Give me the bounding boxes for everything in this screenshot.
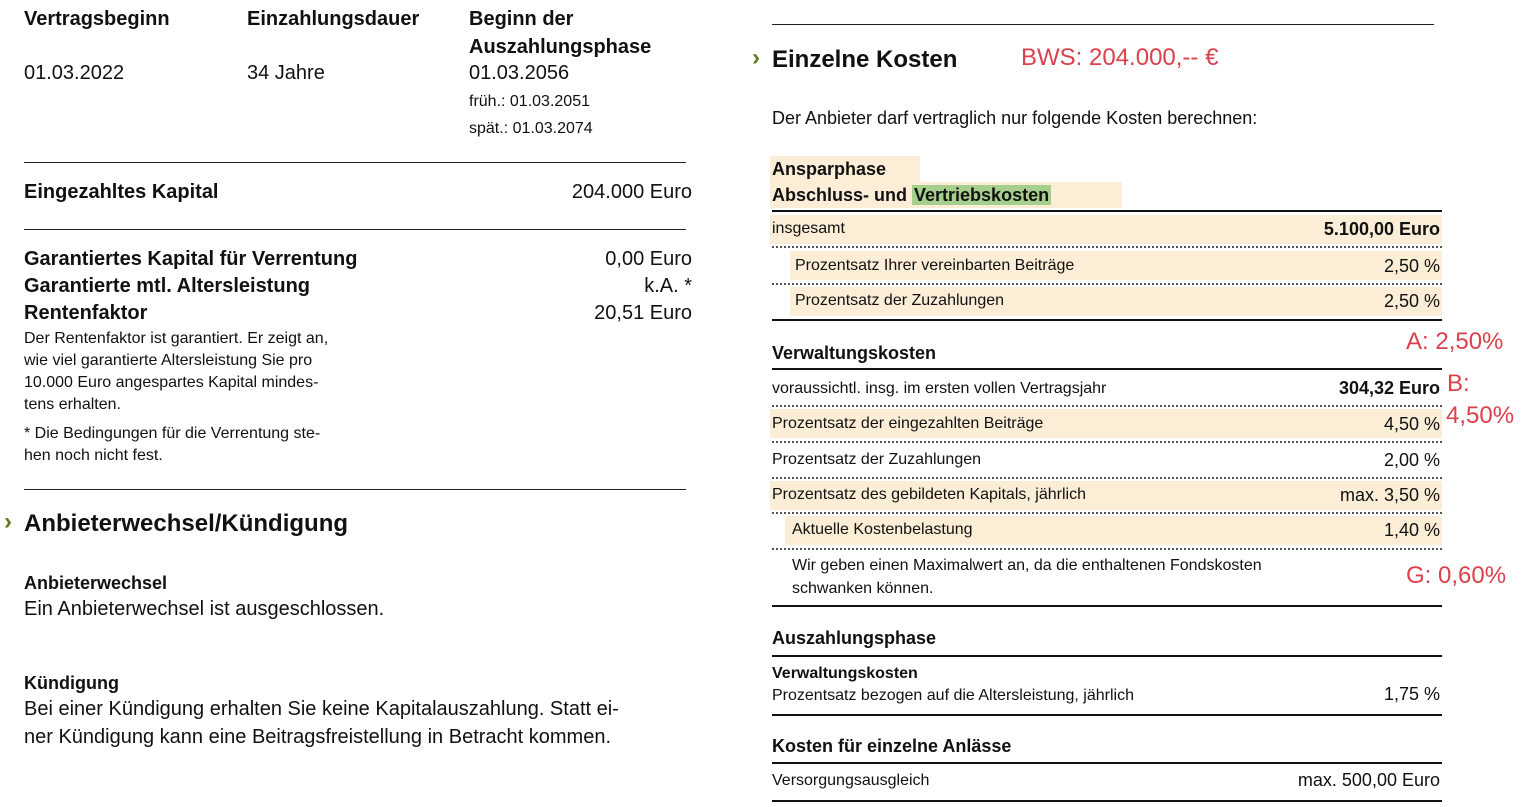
cost-row-value: 304,32 Euro xyxy=(1338,378,1440,398)
annotation-b-label: B: xyxy=(1447,370,1470,397)
annuity-factor-value: 20,51 Euro xyxy=(594,302,692,324)
paid-capital-value: 204.000 Euro xyxy=(571,181,692,203)
guaranteed-capital-value: 0,00 Euro xyxy=(605,248,692,270)
cost-row-value: max. 500,00 Euro xyxy=(1297,770,1440,790)
provider-switch-text: Ein Anbieterwechsel ist ausgeschlossen. xyxy=(24,598,385,620)
cost-row-label: voraussichtl. insg. im ersten vollen Vertragsjahr xyxy=(772,380,1107,397)
section-heading-provider-switch: Anbieterwechsel/Kündigung xyxy=(24,510,349,537)
fund-cost-note-line1: Wir geben einen Maximalwert an, da die enthaltenen Fondskosten xyxy=(792,557,1262,574)
contract-start-label: Vertragsbeginn xyxy=(24,8,170,30)
provider-switch-title: Anbieterwechsel xyxy=(24,573,168,593)
note-line: Der Rentenfaktor ist garantiert. Er zeigt an, xyxy=(24,330,329,347)
divider xyxy=(772,368,1442,370)
payout-start-label-1: Beginn der xyxy=(469,8,574,30)
fund-cost-note-line2: schwanken können. xyxy=(792,580,934,597)
cost-row-value: 2,50 % xyxy=(1383,256,1440,276)
divider xyxy=(772,714,1442,716)
divider xyxy=(24,162,686,163)
note-line: hen noch nicht fest. xyxy=(24,447,163,464)
dotted-divider xyxy=(772,548,1442,550)
divider xyxy=(772,800,1442,802)
payout-start-value: 01.03.2056 xyxy=(469,62,570,84)
cost-row-value: 5.100,00 Euro xyxy=(1323,219,1440,239)
divider xyxy=(772,655,1442,657)
note-line: 10.000 Euro angespartes Kapital mindes- xyxy=(24,374,319,391)
cost-row-value: max. 3,50 % xyxy=(1339,485,1440,505)
divider xyxy=(772,762,1442,764)
dotted-divider xyxy=(772,283,1442,285)
cancellation-text-line1: Bei einer Kündigung erhalten Sie keine Kapitalauszahlung. Statt ei- xyxy=(24,698,619,720)
annotation-b-value: 4,50% xyxy=(1446,402,1515,429)
payout-late-date: spät.: 01.03.2074 xyxy=(469,120,593,137)
cost-row-value: 1,40 % xyxy=(1383,520,1440,540)
payout-start-label-2: Auszahlungsphase xyxy=(469,36,652,58)
cost-row-value: 2,50 % xyxy=(1383,291,1440,311)
dotted-divider xyxy=(772,441,1442,443)
cost-row-label: Prozentsatz Ihrer vereinbarten Beiträge xyxy=(795,257,1075,274)
annuity-factor-label: Rentenfaktor xyxy=(24,302,148,324)
cost-row-value: 2,00 % xyxy=(1383,450,1440,470)
cost-row-label: insgesamt xyxy=(772,220,845,237)
section-heading-costs: Einzelne Kosten xyxy=(772,46,958,73)
cost-row-label: Prozentsatz der Zuzahlungen xyxy=(795,292,1005,309)
paid-capital-label: Eingezahltes Kapital xyxy=(24,181,219,203)
annotation-a: A: 2,50% xyxy=(1406,328,1504,355)
annotation-g: G: 0,60% xyxy=(1406,562,1507,589)
guaranteed-capital-label: Garantiertes Kapital für Verrentung xyxy=(24,248,358,270)
section-chevron-icon: › xyxy=(752,44,760,71)
annotation-bws: BWS: 204.000,-- € xyxy=(1021,44,1219,71)
cost-row-value: 4,50 % xyxy=(1383,414,1440,434)
divider xyxy=(772,319,1442,321)
note-line: wie viel garantierte Altersleistung Sie pro xyxy=(24,352,313,369)
guaranteed-pension-label: Garantierte mtl. Altersleistung xyxy=(24,275,310,297)
divider xyxy=(772,605,1442,607)
costs-intro: Der Anbieter darf vertraglich nur folgende Kosten berechnen: xyxy=(772,108,1258,128)
dotted-divider xyxy=(772,246,1442,248)
cost-row-label: Prozentsatz des gebildeten Kapitals, jährlich xyxy=(772,486,1086,503)
note-line: tens erhalten. xyxy=(24,396,121,413)
cost-row-label: Prozentsatz der Zuzahlungen xyxy=(772,451,982,468)
event-costs-title: Kosten für einzelne Anlässe xyxy=(772,736,1012,756)
guaranteed-pension-value: k.A. * xyxy=(644,275,692,297)
payment-duration-label: Einzahlungsdauer xyxy=(247,8,420,30)
payout-phase-title: Auszahlungsphase xyxy=(772,628,937,648)
acquisition-costs-title-b: Vertriebskosten xyxy=(914,185,1050,205)
cost-row-value: 1,75 % xyxy=(1383,684,1440,704)
cost-row-label: Prozentsatz der eingezahlten Beiträge xyxy=(772,415,1044,432)
dotted-divider xyxy=(772,405,1442,407)
admin-costs-title: Verwaltungskosten xyxy=(772,343,937,363)
cost-row-label: Aktuelle Kostenbelastung xyxy=(792,521,973,538)
divider xyxy=(772,210,1442,212)
contract-start-value: 01.03.2022 xyxy=(24,62,125,84)
dotted-divider xyxy=(772,477,1442,479)
payout-admin-costs-title: Verwaltungskosten xyxy=(772,665,918,682)
note-line: * Die Bedingungen für die Verrentung ste- xyxy=(24,425,321,442)
cost-row-label: Versorgungsausgleich xyxy=(772,772,930,789)
savings-phase-title: Ansparphase xyxy=(772,159,887,179)
acquisition-costs-title xyxy=(772,185,1051,206)
cancellation-title: Kündigung xyxy=(24,673,119,693)
acquisition-costs-title-a: Abschluss- und xyxy=(772,185,913,205)
payment-duration-value: 34 Jahre xyxy=(247,62,325,84)
divider xyxy=(24,489,686,490)
section-chevron-icon: › xyxy=(4,508,12,535)
payout-early-date: früh.: 01.03.2051 xyxy=(469,93,590,110)
divider xyxy=(772,24,1434,25)
cancellation-text-line2: ner Kündigung kann eine Beitragsfreistellung in Betracht kommen. xyxy=(24,726,612,748)
divider xyxy=(24,229,686,230)
cost-row-label: Prozentsatz bezogen auf die Altersleistung, jährlich xyxy=(772,687,1134,704)
dotted-divider xyxy=(772,512,1442,514)
